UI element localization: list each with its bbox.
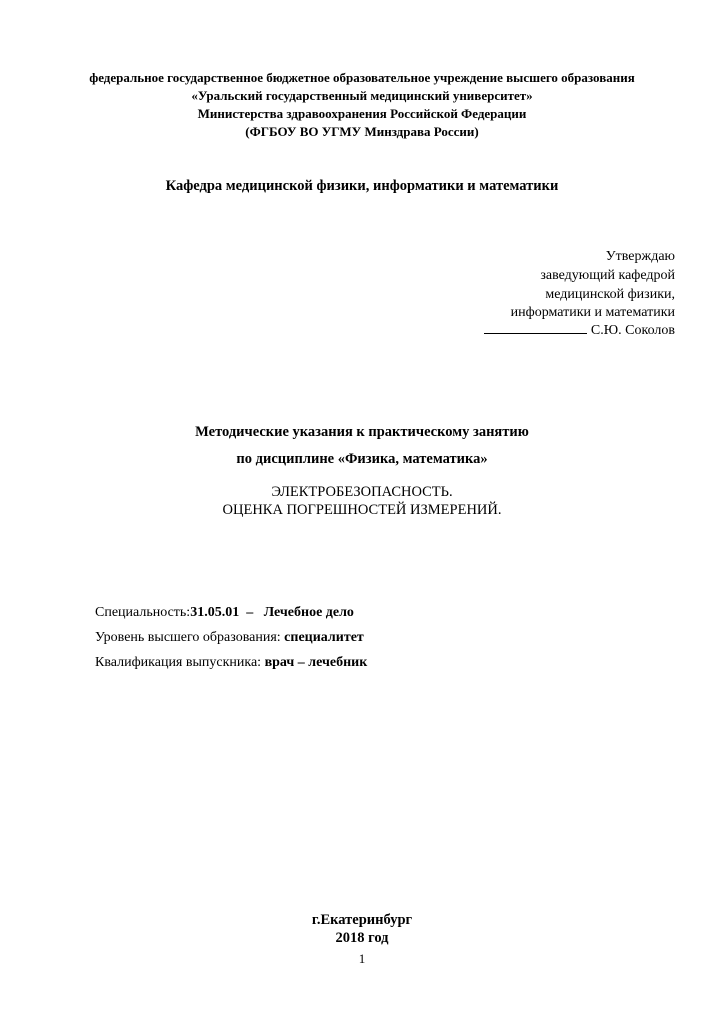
institution-line-3: Министерства здравоохранения Российской Федерации	[197, 106, 527, 121]
specialty-label: Специальность:	[95, 605, 191, 620]
approval-line-1: Утверждаю	[605, 249, 675, 264]
title-line-1: Методические указания к практическому занятию	[195, 424, 529, 440]
institution-line-1: федеральное государственное бюджетное образовательное учреждение высшего образования	[89, 70, 635, 85]
signature-name: С.Ю. Соколов	[590, 323, 675, 338]
approval-line-4: информатики и математики	[510, 305, 675, 320]
city: г.Екатеринбург	[311, 912, 413, 928]
institution-line-4: (ФГБОУ ВО УГМУ Минздрава России)	[245, 124, 479, 139]
level-label: Уровень высшего образования:	[95, 630, 285, 645]
level-field	[95, 630, 364, 646]
page-number: 1	[358, 951, 366, 966]
qualification-value: врач – лечебник	[264, 655, 368, 670]
approval-line-2: заведующий кафедрой	[540, 268, 675, 283]
qualification-label: Квалификация выпускника:	[95, 655, 265, 670]
approval-line-3: медицинской физики,	[545, 287, 675, 302]
level-value: специалитет	[284, 630, 364, 645]
qualification-field	[95, 655, 367, 671]
title-line-3: ЭЛЕКТРОБЕЗОПАСНОСТЬ.	[271, 484, 453, 500]
year: 2018 год	[335, 930, 389, 946]
department-title: Кафедра медицинской физики, информатики и математики	[165, 178, 559, 194]
title-line-2: по дисциплине «Физика, математика»	[236, 451, 488, 467]
specialty-field	[95, 605, 354, 621]
institution-line-2: «Уральский государственный медицинский университет»	[191, 88, 533, 103]
signature-line	[484, 321, 587, 334]
title-line-4: ОЦЕНКА ПОГРЕШНОСТЕЙ ИЗМЕРЕНИЙ.	[222, 502, 502, 518]
approval-signature	[484, 321, 675, 339]
specialty-value: 31.05.01 – Лечебное дело	[190, 605, 354, 620]
